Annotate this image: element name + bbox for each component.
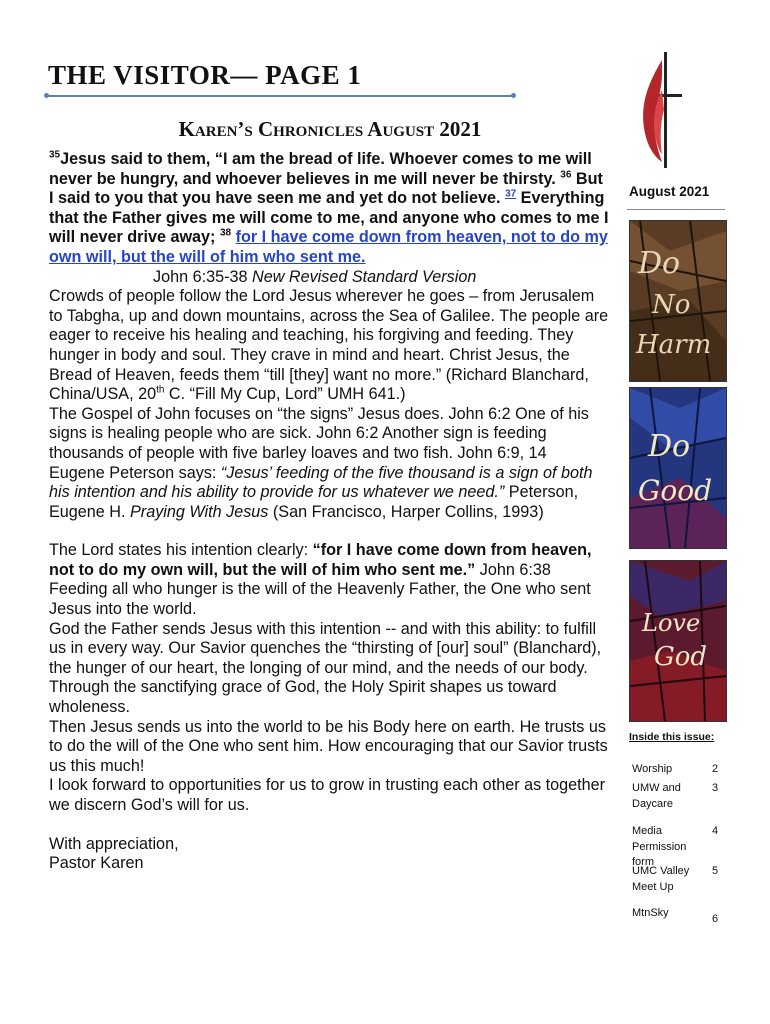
toc-page: 6 [712,913,719,925]
toc-page: 2 [712,763,719,775]
toc-page: 4 [712,825,719,837]
scripture-reference: John 6:35-38 New Revised Standard Version [153,267,477,286]
closing: With appreciation, [49,834,179,853]
scripture-passage: $^{35}$Jesus said to them, “I am the bread of life. Whoever comes to me will never be hungry, and whoever believes in me will never be thirsty. $^{36}$ But I said to you that you have seen me and yet do not believe. $^{37}$ Everything that the Father gives me will come to me, and anyone who comes to me I will never drive away; $^{38}$ for I have come down from heaven, not to do my own will, but the will of him who sent me. [49,149,609,266]
paragraph-peterson: Eugene Peterson says: “Jesus’ feeding of the five thousand is a sign of both his intention and his ability to provide for us whatever we need.” Peterson, Eugene H. Praying With Jesus (San Francisco, Harper Collins, 1993) [49,463,593,521]
toc-page: 3 [712,782,719,794]
paragraph-look-forward: I look forward to opportunities for us to grow in trusting each other as together we discern God’s will for us. [49,776,606,814]
masthead-divider [46,95,514,97]
toc-label: UMW and Daycare [632,782,681,810]
paragraph-signs: The Gospel of John focuses on “the signs” Jesus does. John 6:2 One of his signs is healing people who are sick. John 6:2 Another sign is feeding thousands of people with five barley loaves and two fish. John 6:9, 14 [49,404,589,462]
panel1-text-harm: Harm [636,330,712,360]
verse-37-link[interactable]: 37 [505,188,517,200]
cross-and-flame-icon [638,50,684,170]
panel1-text-no: No [652,290,691,320]
stained-glass-love-god [629,560,727,722]
toc-label: Media Permission form [632,825,687,868]
paragraph-god-sends: God the Father sends Jesus with this intention -- and with this ability: to fulfill us in every way. Our Savior quenches the “thirsting of [our] soul” (Blanchard), the hunger of our heart, the longing of our mind, and the needs of our body. Through the sanctifying grace of God, the Holy Spirit shapes us toward wholeness. [49,619,602,717]
stained-glass-do-good [629,387,727,549]
article-title: Karen’s Chronicles August 2021 [178,117,482,141]
date-divider [627,209,725,210]
signature: Pastor Karen [49,854,144,873]
toc-label: MtnSky [632,907,669,919]
panel2-text-do: Do [648,429,691,464]
toc-page: 5 [712,865,719,877]
article-body [49,150,611,874]
panel2-text-good: Good [638,474,713,507]
toc-label: UMC Valley Meet Up [632,865,690,893]
paragraph-body-on-earth: Then Jesus sends us into the world to be his Body here on earth. He trusts us to do the will of the One who sent him. How encouraging that our Savior trusts us this much! [49,717,608,775]
paragraph-intention: The Lord states his intention clearly: “for I have come down from heaven, not to do my own will, but the will of him who sent me.” John 6:38 Feeding all who hunger is the will of the Heavenly Father, the One who sent Jesus into the world. [49,541,592,619]
panel3-text-love: Love [642,609,701,637]
inside-this-issue-heading: Inside this issue: [629,731,715,743]
panel3-text-god: God [654,642,708,672]
verse-38-link[interactable]: for I have come down from heaven, not to do my own will, but the will of him who sent me. [49,228,608,266]
paragraph-crowds: Crowds of people follow the Lord Jesus wherever he goes – from Jerusalem to Tabgha, up and down mountains, across the Sea of Galilee. The people are eager to receive his healing and teaching, his forgiving and feeding. They hunger in body and soul. They crave in mind and heart. Christ Jesus, the Bread of Heaven, feeds them “till [they] want no more.” (Richard Blanchard, China/USA, 20th C. “Fill My Cup, Lord” UMH 641.) [49,287,609,404]
panel1-text-do: Do [638,246,681,281]
newsletter-masthead: THE VISITOR— PAGE 1 [48,60,362,90]
issue-date: August 2021 [629,184,710,199]
stained-glass-do-no-harm [629,220,727,382]
toc-label: Worship [632,763,673,775]
